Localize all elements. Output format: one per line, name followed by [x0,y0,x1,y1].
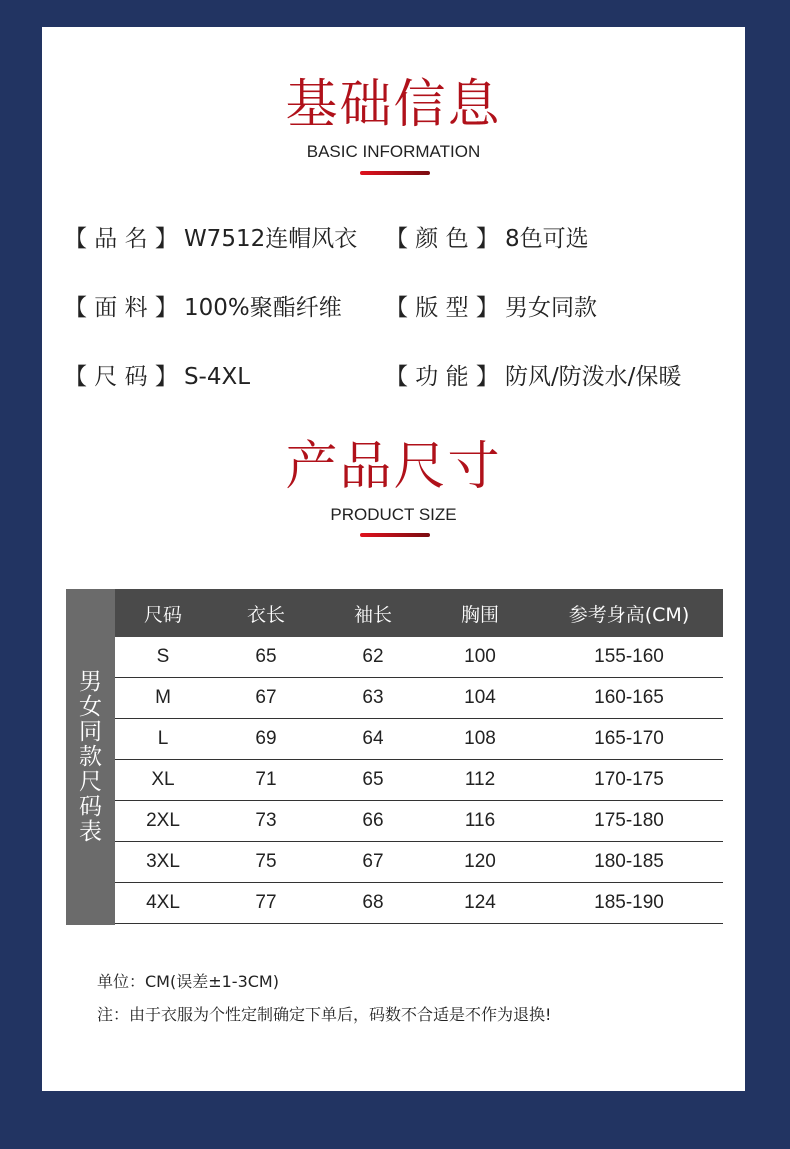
product-size-title: 产品尺寸 [285,437,502,497]
side-label-char: 女 [79,693,102,720]
table-cell: 112 [464,769,496,790]
remark-note: 注：由于衣服为个性定制确定下单后，码数不合适是不作为退换! [97,1005,552,1024]
table-cell: 66 [362,810,384,831]
table-row [115,801,723,842]
table-cell: 71 [255,769,277,790]
table-row [115,719,723,760]
table-cell: XL [151,769,175,790]
header-cell: 衣长 [246,603,285,626]
header-cell: 袖长 [353,603,392,626]
table-cell: 65 [362,769,384,790]
info-value: 8色可选 [504,226,589,252]
table-row [115,760,723,801]
table-cell: 73 [255,810,277,831]
header-cell: 胸围 [460,603,499,626]
table-row [115,842,723,883]
size-table-header [115,589,723,637]
info-row [42,362,745,392]
size-table-side-label [66,589,115,925]
side-label-char: 同 [79,718,102,745]
side-label-char: 表 [79,818,102,845]
table-cell: 165-170 [594,728,664,749]
table-row [115,637,723,678]
info-label: 【 品 名 】 [64,226,178,252]
side-label-char: 款 [79,743,102,770]
table-cell: L [157,728,169,749]
table-cell: 175-180 [594,810,664,831]
table-cell: 180-185 [594,851,664,872]
info-label: 【 颜 色 】 [385,226,499,252]
table-cell: 120 [464,851,496,872]
table-cell: 67 [362,851,384,872]
table-cell: M [155,687,171,708]
side-label-char: 男 [79,668,102,695]
info-item-function [385,362,681,392]
side-label-char: 码 [79,793,102,820]
info-value: 男女同款 [504,295,597,321]
product-size-subtitle: PRODUCT SIZE [330,505,457,524]
info-item-size [64,362,250,392]
table-cell: 185-190 [594,892,664,913]
table-cell: 104 [464,687,496,708]
table-cell: 67 [255,687,277,708]
header-cell: 尺码 [143,603,182,626]
table-cell: 100 [464,646,496,667]
info-label: 【 尺 码 】 [64,364,178,390]
info-row [42,293,745,323]
side-label-char: 尺 [79,768,102,795]
table-cell: 63 [362,687,384,708]
table-cell: 75 [255,851,277,872]
table-cell: 116 [464,810,496,831]
table-row [115,678,723,719]
unit-note: 单位：CM(误差±1-3CM) [97,972,279,991]
table-cell: 77 [255,892,277,913]
info-row [42,224,745,254]
table-row [115,883,723,924]
table-cell: 160-165 [594,687,664,708]
info-value: W7512连帽风衣 [183,226,358,252]
table-cell: 2XL [146,810,180,831]
table-cell: 3XL [146,851,180,872]
info-label: 【 版 型 】 [385,295,499,321]
info-item-fabric [64,293,342,323]
info-label: 【 功 能 】 [385,364,499,390]
table-cell: 170-175 [594,769,664,790]
table-cell: 62 [362,646,384,667]
info-item-color [385,224,589,254]
basic-info-title: 基础信息 [285,75,502,135]
table-cell: 69 [255,728,277,749]
table-cell: 65 [255,646,277,667]
info-item-name [64,224,357,254]
table-cell: 64 [362,728,384,749]
table-cell: 108 [464,728,496,749]
info-value: 100%聚酯纤维 [183,295,342,321]
table-cell: 68 [362,892,384,913]
info-value: 防风/防泼水/保暖 [504,364,682,390]
product-size-underline [360,533,430,537]
table-cell: 155-160 [594,646,664,667]
basic-info-subtitle: BASIC INFORMATION [306,142,481,161]
info-item-fit [385,293,597,323]
table-cell: S [156,646,170,667]
info-label: 【 面 料 】 [64,295,178,321]
basic-info-underline [360,171,430,175]
info-card [42,27,745,1091]
table-cell: 4XL [146,892,180,913]
table-cell: 124 [464,892,496,913]
header-cell: 参考身高(CM) [568,603,690,626]
info-value: S-4XL [183,364,251,390]
